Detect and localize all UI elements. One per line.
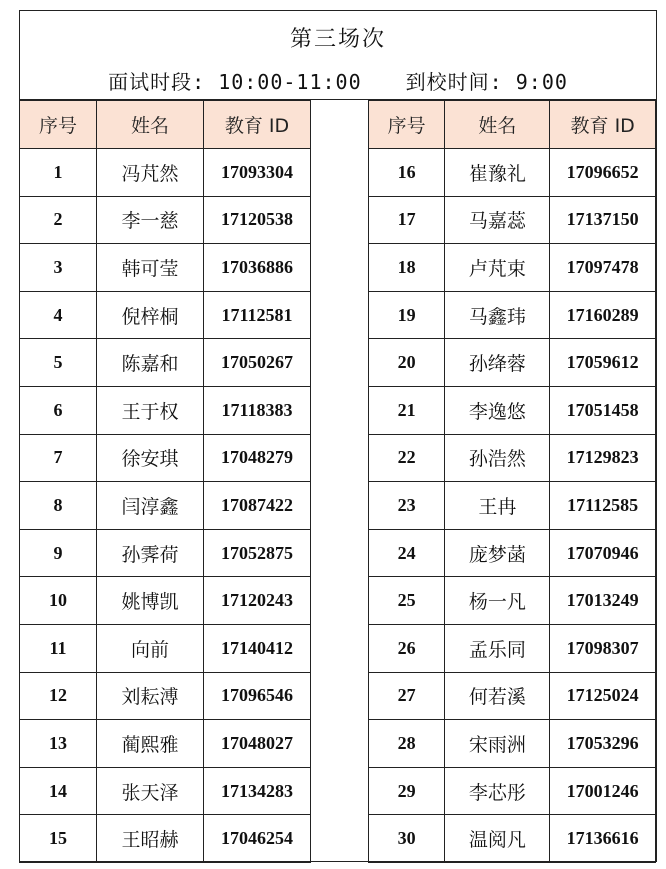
- cell-edu-id: 17120538: [204, 196, 311, 244]
- cell-seq: 4: [20, 291, 97, 339]
- cell-edu-id: 17118383: [204, 386, 311, 434]
- cell-edu-id: 17059612: [550, 339, 656, 387]
- cell-edu-id: 17120243: [204, 577, 311, 625]
- cell-seq: 29: [369, 767, 445, 815]
- cell-edu-id: 17052875: [204, 529, 311, 577]
- cell-edu-id: 17046254: [204, 815, 311, 863]
- table-row: [369, 577, 656, 625]
- cell-edu-id: 17134283: [204, 767, 311, 815]
- cell-edu-id: 17112585: [550, 482, 656, 530]
- cell-edu-id: 17051458: [550, 386, 656, 434]
- table-row: [369, 672, 656, 720]
- table-row: [20, 339, 311, 387]
- table-row: [20, 196, 311, 244]
- cell-name: 李一慈: [97, 196, 204, 244]
- cell-edu-id: 17013249: [550, 577, 656, 625]
- cell-edu-id: 17050267: [204, 339, 311, 387]
- cell-edu-id: 17096652: [550, 149, 656, 197]
- cell-edu-id: 17160289: [550, 291, 656, 339]
- cell-name: 冯芃然: [97, 149, 204, 197]
- cell-edu-id: 17048027: [204, 720, 311, 768]
- cell-name: 温阅凡: [445, 815, 550, 863]
- table-row: [20, 720, 311, 768]
- table-row: [369, 196, 656, 244]
- cell-seq: 20: [369, 339, 445, 387]
- cell-edu-id: 17097478: [550, 244, 656, 292]
- cell-name: 马鑫玮: [445, 291, 550, 339]
- cell-edu-id: 17096546: [204, 672, 311, 720]
- table-row: [20, 624, 311, 672]
- cell-edu-id: 17087422: [204, 482, 311, 530]
- cell-seq: 19: [369, 291, 445, 339]
- cell-edu-id: 17137150: [550, 196, 656, 244]
- table-row: [20, 291, 311, 339]
- interview-time: 10:00-11:00: [218, 70, 362, 94]
- cell-name: 崔豫礼: [445, 149, 550, 197]
- cell-edu-id: 17048279: [204, 434, 311, 482]
- cell-edu-id: 17036886: [204, 244, 311, 292]
- cell-name: 王于权: [97, 386, 204, 434]
- table-row: [369, 339, 656, 387]
- roster-table-left: [19, 100, 311, 863]
- table-row: [369, 386, 656, 434]
- cell-name: 马嘉蕊: [445, 196, 550, 244]
- cell-seq: 28: [369, 720, 445, 768]
- schedule-line: [20, 66, 656, 95]
- cell-seq: 2: [20, 196, 97, 244]
- cell-name: 卢芃束: [445, 244, 550, 292]
- cell-edu-id: 17053296: [550, 720, 656, 768]
- cell-seq: 26: [369, 624, 445, 672]
- cell-name: 陈嘉和: [97, 339, 204, 387]
- cell-name: 孟乐同: [445, 624, 550, 672]
- cell-name: 何若溪: [445, 672, 550, 720]
- arrival-time: 9:00: [515, 70, 568, 94]
- table-row: [20, 482, 311, 530]
- cell-seq: 17: [369, 196, 445, 244]
- column-header-id: 教育 ID: [550, 101, 656, 149]
- column-header-seq: 序号: [369, 101, 445, 149]
- cell-edu-id: 17136616: [550, 815, 656, 863]
- table-row: [369, 624, 656, 672]
- cell-seq: 6: [20, 386, 97, 434]
- cell-seq: 18: [369, 244, 445, 292]
- cell-seq: 7: [20, 434, 97, 482]
- table-row: [369, 149, 656, 197]
- cell-edu-id: 17098307: [550, 624, 656, 672]
- cell-seq: 13: [20, 720, 97, 768]
- cell-name: 王冉: [445, 482, 550, 530]
- cell-name: 闫淳鑫: [97, 482, 204, 530]
- cell-seq: 5: [20, 339, 97, 387]
- schedule-sheet: [19, 10, 657, 862]
- table-row: [20, 434, 311, 482]
- cell-name: 徐安琪: [97, 434, 204, 482]
- table-row: [369, 767, 656, 815]
- cell-seq: 9: [20, 529, 97, 577]
- cell-name: 刘耘溥: [97, 672, 204, 720]
- page-title: 第三场次: [289, 27, 386, 52]
- column-header-name: 姓名: [97, 101, 204, 149]
- cell-name: 李逸悠: [445, 386, 550, 434]
- roster-table-right: [368, 100, 656, 863]
- table-row: [20, 529, 311, 577]
- cell-seq: 23: [369, 482, 445, 530]
- cell-name: 宋雨洲: [445, 720, 550, 768]
- cell-seq: 12: [20, 672, 97, 720]
- cell-edu-id: 17001246: [550, 767, 656, 815]
- column-header-seq: 序号: [20, 101, 97, 149]
- cell-edu-id: 17112581: [204, 291, 311, 339]
- cell-name: 蔺熙雅: [97, 720, 204, 768]
- cell-seq: 21: [369, 386, 445, 434]
- table-row: [369, 815, 656, 863]
- cell-edu-id: 17125024: [550, 672, 656, 720]
- title-block: [20, 11, 656, 100]
- cell-name: 庞梦菡: [445, 529, 550, 577]
- cell-seq: 27: [369, 672, 445, 720]
- table-row: [20, 244, 311, 292]
- cell-name: 孙浩然: [445, 434, 550, 482]
- cell-seq: 25: [369, 577, 445, 625]
- cell-name: 孙绛蓉: [445, 339, 550, 387]
- cell-name: 姚博凯: [97, 577, 204, 625]
- table-row: [369, 434, 656, 482]
- table-row: [20, 672, 311, 720]
- cell-seq: 30: [369, 815, 445, 863]
- table-row: [20, 386, 311, 434]
- table-row: [369, 720, 656, 768]
- cell-edu-id: 17140412: [204, 624, 311, 672]
- cell-name: 王昭赫: [97, 815, 204, 863]
- table-row: [20, 149, 311, 197]
- header-row: [369, 101, 656, 149]
- cell-name: 韩可莹: [97, 244, 204, 292]
- header-row: [20, 101, 311, 149]
- cell-seq: 3: [20, 244, 97, 292]
- cell-seq: 11: [20, 624, 97, 672]
- cell-edu-id: 17070946: [550, 529, 656, 577]
- table-row: [20, 815, 311, 863]
- cell-name: 倪梓桐: [97, 291, 204, 339]
- cell-seq: 22: [369, 434, 445, 482]
- cell-name: 向前: [97, 624, 204, 672]
- cell-name: 张天泽: [97, 767, 204, 815]
- interview-label: 面试时段:: [108, 70, 206, 94]
- cell-seq: 15: [20, 815, 97, 863]
- table-row: [369, 529, 656, 577]
- column-header-name: 姓名: [445, 101, 550, 149]
- cell-edu-id: 17093304: [204, 149, 311, 197]
- table-row: [20, 767, 311, 815]
- cell-edu-id: 17129823: [550, 434, 656, 482]
- cell-name: 李芯彤: [445, 767, 550, 815]
- arrival-label: 到校时间:: [405, 70, 503, 94]
- cell-name: 杨一凡: [445, 577, 550, 625]
- table-row: [369, 244, 656, 292]
- cell-seq: 10: [20, 577, 97, 625]
- cell-seq: 16: [369, 149, 445, 197]
- column-header-id: 教育 ID: [204, 101, 311, 149]
- table-row: [20, 577, 311, 625]
- cell-seq: 1: [20, 149, 97, 197]
- table-row: [369, 291, 656, 339]
- cell-seq: 14: [20, 767, 97, 815]
- table-row: [369, 482, 656, 530]
- cell-seq: 24: [369, 529, 445, 577]
- cell-seq: 8: [20, 482, 97, 530]
- cell-name: 孙霁荷: [97, 529, 204, 577]
